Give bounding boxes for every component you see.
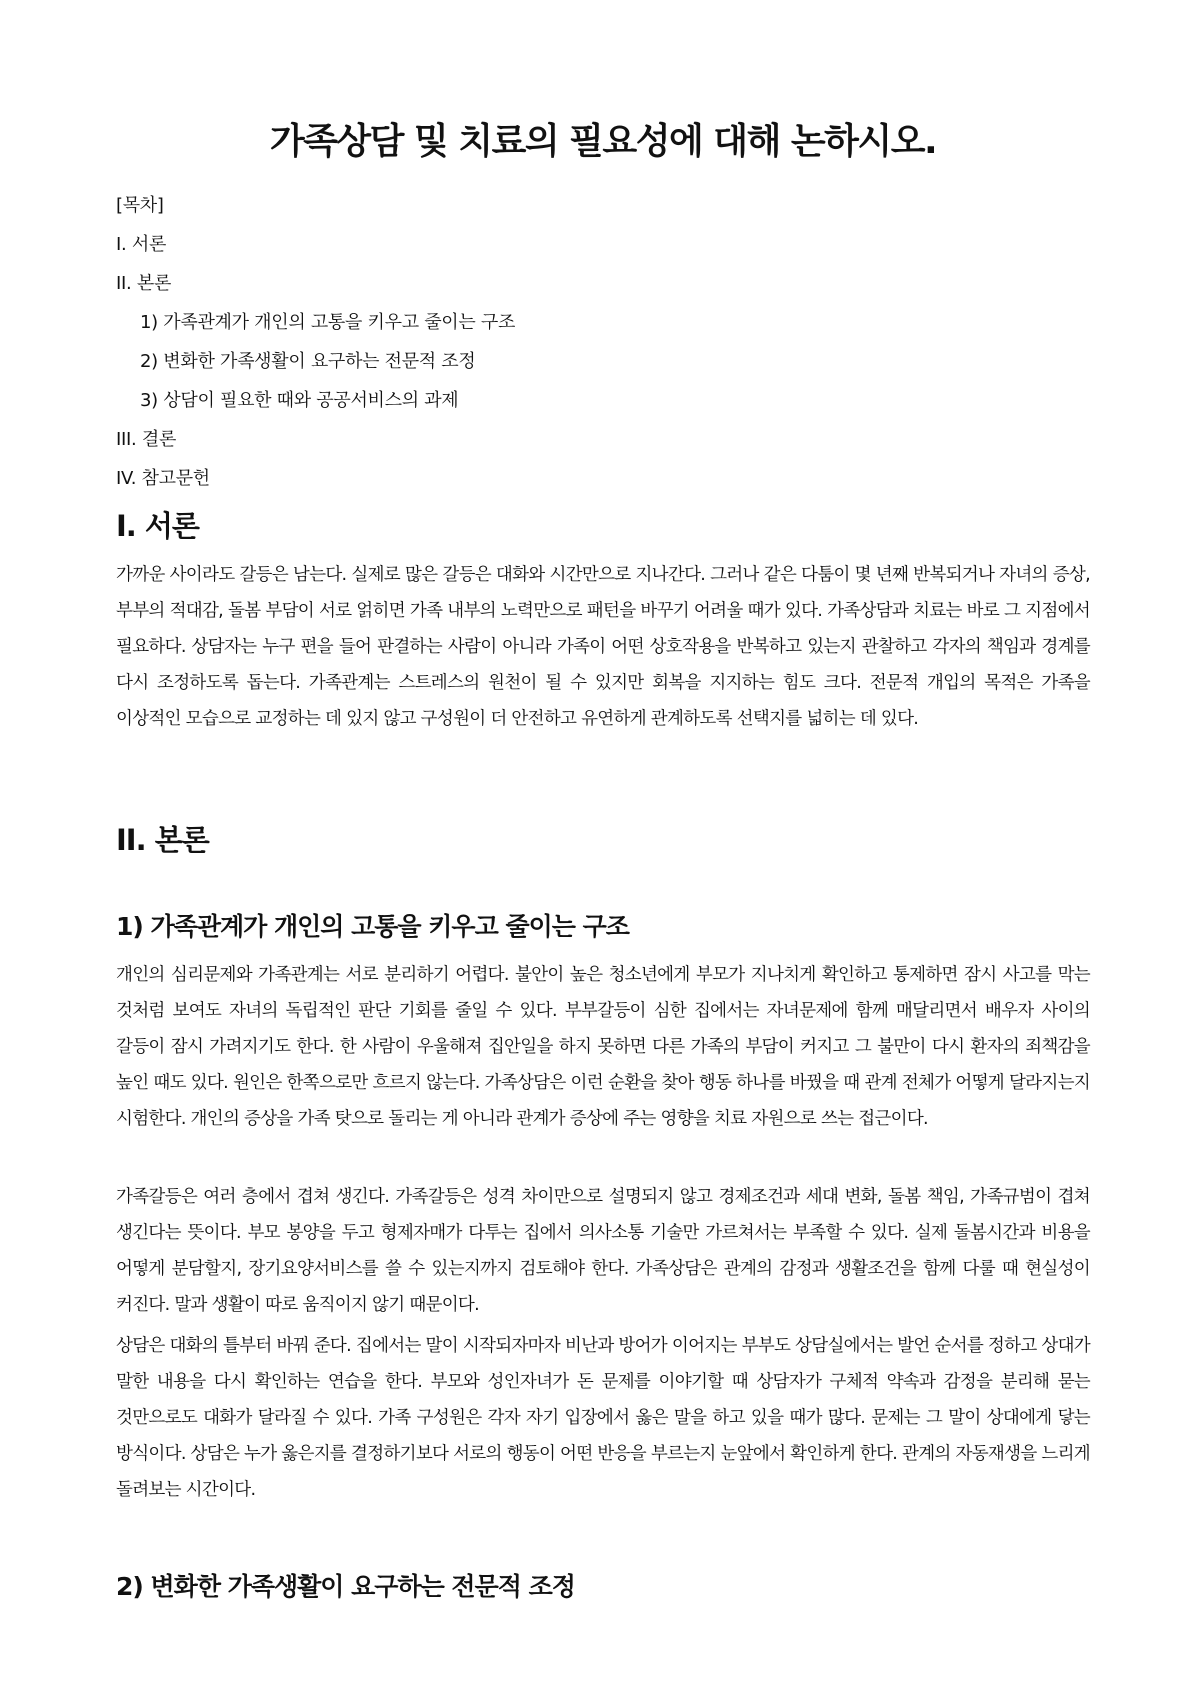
toc-item-introduction: I. 서론 xyxy=(116,234,167,255)
toc-item-body: II. 본론 xyxy=(116,273,172,294)
section-2-heading: 2) 변화한 가족생활이 요구하는 전문적 조정 xyxy=(116,1572,575,1601)
section-1-paragraph-1: 개인의 심리문제와 가족관계는 서로 분리하기 어렵다. 불안이 높은 청소년에게 부모가 지나치게 확인하고 통제하면 잠시 사고를 막는 것처럼 보여도 자녀의 독립적인 판단 기회를 줄일 수 있다. 부부갈등이 심한 집에서는 자녀문제에 함께 매달리면서 배우자 사이의 갈등이 잠시 가려지기도 한다. 한 사람이 우울해져 집안일을 하지 못하면 다른 가족의 부담이 커지고 그 불만이 다시 환자의 죄책감을 높인 때도 있다. 원인은 한쪽으로만 흐르지 않는다. 가족상담은 이런 순환을 찾아 행동 하나를 바꿨을 때 관계 전체가 어떻게 달라지는지 시험한다. 개인의 증상을 가족 탓으로 돌리는 게 아니라 관계가 증상에 주는 영향을 치료 자원으로 쓰는 접근이다. xyxy=(116,965,1090,1129)
toc-item-body-section-3: 3) 상담이 필요한 때와 공공서비스의 과제 xyxy=(140,390,459,411)
intro-paragraph: 가까운 사이라도 갈등은 남는다. 실제로 많은 갈등은 대화와 시간만으로 지나간다. 그러나 같은 다툼이 몇 년째 반복되거나 자녀의 증상, 부부의 적대감, 돌봄 부담이 서로 얽히면 가족 내부의 노력만으로 패턴을 바꾸기 어려울 때가 있다. 가족상담과 치료는 바로 그 지점에서 필요하다. 상담자는 누구 편을 들어 판결하는 사람이 아니라 가족이 어떤 상호작용을 반복하고 있는지 관찰하고 각자의 책임과 경계를 다시 조정하도록 돕는다. 가족관계는 스트레스의 원천이 될 수 있지만 회복을 지지하는 힘도 크다. 전문적 개입의 목적은 가족을 이상적인 모습으로 교정하는 데 있지 않고 구성원이 더 안전하고 유연하게 관계하도록 선택지를 넓히는 데 있다. xyxy=(116,565,1090,729)
section-1-paragraph-3: 상담은 대화의 틀부터 바꿔 준다. 집에서는 말이 시작되자마자 비난과 방어가 이어지는 부부도 상담실에서는 발언 순서를 정하고 상대가 말한 내용을 다시 확인하는 연습을 한다. 부모와 성인자녀가 돈 문제를 이야기할 때 상담자가 구체적 약속과 감정을 분리해 묻는 것만으로도 대화가 달라질 수 있다. 가족 구성원은 각자 자기 입장에서 옳은 말을 하고 있을 때가 많다. 문제는 그 말이 상대에게 닿는 방식이다. 상담은 누가 옳은지를 결정하기보다 서로의 행동이 어떤 반응을 부르는지 눈앞에서 확인하게 한다. 관계의 자동재생을 느리게 돌려보는 시간이다. xyxy=(116,1336,1091,1500)
body-heading: II. 본론 xyxy=(116,823,209,857)
intro-heading: I. 서론 xyxy=(116,509,199,543)
document-title: 가족상담 및 치료의 필요성에 대해 논하시오. xyxy=(269,121,937,162)
toc-heading: [목차] xyxy=(116,195,164,216)
section-1-heading: 1) 가족관계가 개인의 고통을 키우고 줄이는 구조 xyxy=(116,912,629,941)
toc-item-references: IV. 참고문헌 xyxy=(116,468,210,489)
toc-item-body-section-1: 1) 가족관계가 개인의 고통을 키우고 줄이는 구조 xyxy=(140,312,516,333)
toc-item-conclusion: III. 결론 xyxy=(116,429,177,450)
table-of-contents xyxy=(116,186,1090,498)
toc-item-body-section-2: 2) 변화한 가족생활이 요구하는 전문적 조정 xyxy=(140,351,476,372)
section-1-paragraph-2: 가족갈등은 여러 층에서 겹쳐 생긴다. 가족갈등은 성격 차이만으로 설명되지 않고 경제조건과 세대 변화, 돌봄 책임, 가족규범이 겹쳐 생긴다는 뜻이다. 부모 봉양을 두고 형제자매가 다투는 집에서 의사소통 기술만 가르쳐서는 부족할 수 있다. 실제 돌봄시간과 비용을 어떻게 분담할지, 장기요양서비스를 쓸 수 있는지까지 검토해야 한다. 가족상담은 관계의 감정과 생활조건을 함께 다룰 때 현실성이 커진다. 말과 생활이 따로 움직이지 않기 때문이다. xyxy=(116,1187,1090,1315)
